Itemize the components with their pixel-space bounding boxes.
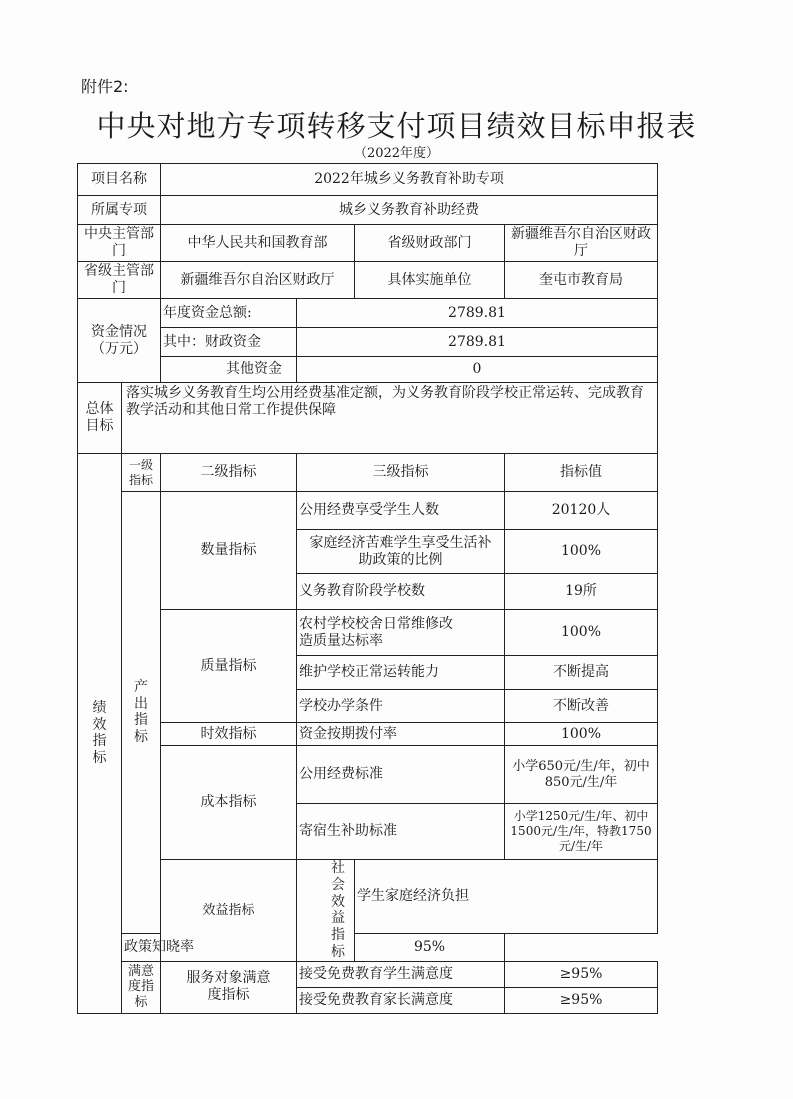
header-level2: 二级指标 [161, 454, 297, 492]
indicator-value: 100% [505, 610, 658, 656]
attachment-label: 附件2: [81, 77, 129, 96]
row-goal [78, 383, 658, 454]
performance-target-table [77, 163, 658, 1014]
quality-label: 质量指标 [161, 610, 297, 723]
indicator-value: 小学1250元/生/年、初中1500元/生/年，特教1750元/生/年 [505, 804, 658, 860]
quantity-label: 数量指标 [161, 492, 297, 610]
funds-label: 资金情况（万元） [78, 299, 161, 383]
indicator-name: 公用经费标准 [297, 746, 505, 804]
benefit-label: 效益指标 [161, 860, 297, 962]
row-funds-fiscal [78, 328, 658, 357]
output-label: 产出指标 [122, 492, 161, 934]
indicator-row [78, 746, 658, 804]
indicator-value: 不断提高 [505, 656, 658, 690]
indicator-name: 学生家庭经济负担 [355, 860, 658, 934]
funds-other-value: 0 [297, 357, 658, 383]
header-level1: 一级指标 [122, 454, 161, 492]
indicator-name: 资金按期拨付率 [297, 723, 505, 746]
indicator-row [78, 723, 658, 746]
satisfaction-label: 满意度指标 [122, 961, 161, 1013]
indicator-value: 95% [355, 933, 505, 961]
header-value: 指标值 [505, 454, 658, 492]
indicator-name: 接受免费教育家长满意度 [297, 987, 505, 1013]
indicator-value: ≥95% [505, 987, 658, 1013]
indicator-name: 家庭经济苦难学生享受生活补助政策的比例 [297, 530, 505, 574]
prov-fin-label: 省级财政部门 [355, 225, 505, 262]
row-funds-total [78, 299, 658, 328]
page-title: 中央对地方专项转移支付项目绩效目标申报表 [96, 109, 697, 143]
funds-fiscal-value: 2789.81 [297, 328, 658, 357]
year-subtitle: （2022年度） [353, 146, 440, 161]
indicator-value: ≥95% [505, 961, 658, 987]
funds-total-value: 2789.81 [297, 299, 658, 328]
indicator-value: 20120人 [505, 492, 658, 530]
indicator-name: 公用经费享受学生人数 [297, 492, 505, 530]
impl-label: 具体实施单位 [355, 262, 505, 299]
prov-fin-value: 新疆维吾尔自治区财政厅 [505, 225, 658, 262]
impl-value: 奎屯市教育局 [505, 262, 658, 299]
cost-label: 成本指标 [161, 746, 297, 860]
indicator-name: 政策知晓率 [122, 933, 297, 961]
prov-dept-label: 省级主管部门 [78, 262, 161, 299]
social-label: 社会效益指标 [297, 860, 355, 962]
row-central-dept [78, 225, 658, 262]
indicator-value: 100% [505, 530, 658, 574]
service-label: 服务对象满意度指标 [161, 961, 297, 1013]
timeliness-label: 时效指标 [161, 723, 297, 746]
goal-label: 总体目标 [78, 383, 122, 454]
project-name-value: 2022年城乡义务教育补助专项 [161, 164, 658, 196]
row-project-name [78, 164, 658, 196]
indicator-row [78, 933, 658, 961]
central-dept-label: 中央主管部门 [78, 225, 161, 262]
project-name-label: 项目名称 [78, 164, 161, 196]
special-value: 城乡义务教育补助经费 [161, 196, 658, 225]
special-label: 所属专项 [78, 196, 161, 225]
indicator-name: 维护学校正常运转能力 [297, 656, 505, 690]
row-prov-dept [78, 262, 658, 299]
funds-other-label: 其他资金 [161, 357, 297, 383]
indicator-name: 农村学校校舍日常维修改造质量达标率 [297, 610, 505, 656]
indicators-label: 绩效指标 [78, 454, 122, 1014]
indicator-name: 学校办学条件 [297, 690, 505, 723]
row-indicator-header [78, 454, 658, 492]
indicator-row [78, 610, 658, 656]
funds-total-label: 年度资金总额: [161, 299, 297, 328]
indicator-name: 寄宿生补助标准 [297, 804, 505, 860]
indicator-row [78, 860, 658, 934]
indicator-value: 不断改善 [505, 690, 658, 723]
indicator-row [78, 961, 658, 987]
indicator-row [78, 492, 658, 530]
indicator-value: 100% [505, 723, 658, 746]
row-special [78, 196, 658, 225]
prov-dept-value: 新疆维吾尔自治区财政厅 [161, 262, 355, 299]
indicator-value: 小学650元/生/年，初中850元/生/年 [505, 746, 658, 804]
row-funds-other [78, 357, 658, 383]
indicator-name: 义务教育阶段学校数 [297, 574, 505, 610]
indicator-name: 接受免费教育学生满意度 [297, 961, 505, 987]
header-level3: 三级指标 [297, 454, 505, 492]
central-dept-value: 中华人民共和国教育部 [161, 225, 355, 262]
indicator-value: 19所 [505, 574, 658, 610]
goal-text: 落实城乡义务教育生均公用经费基准定额，为义务教育阶段学校正常运转、完成教育教学活动和其他日常工作提供保障 [122, 383, 658, 454]
funds-fiscal-label: 其中：财政资金 [161, 328, 297, 357]
